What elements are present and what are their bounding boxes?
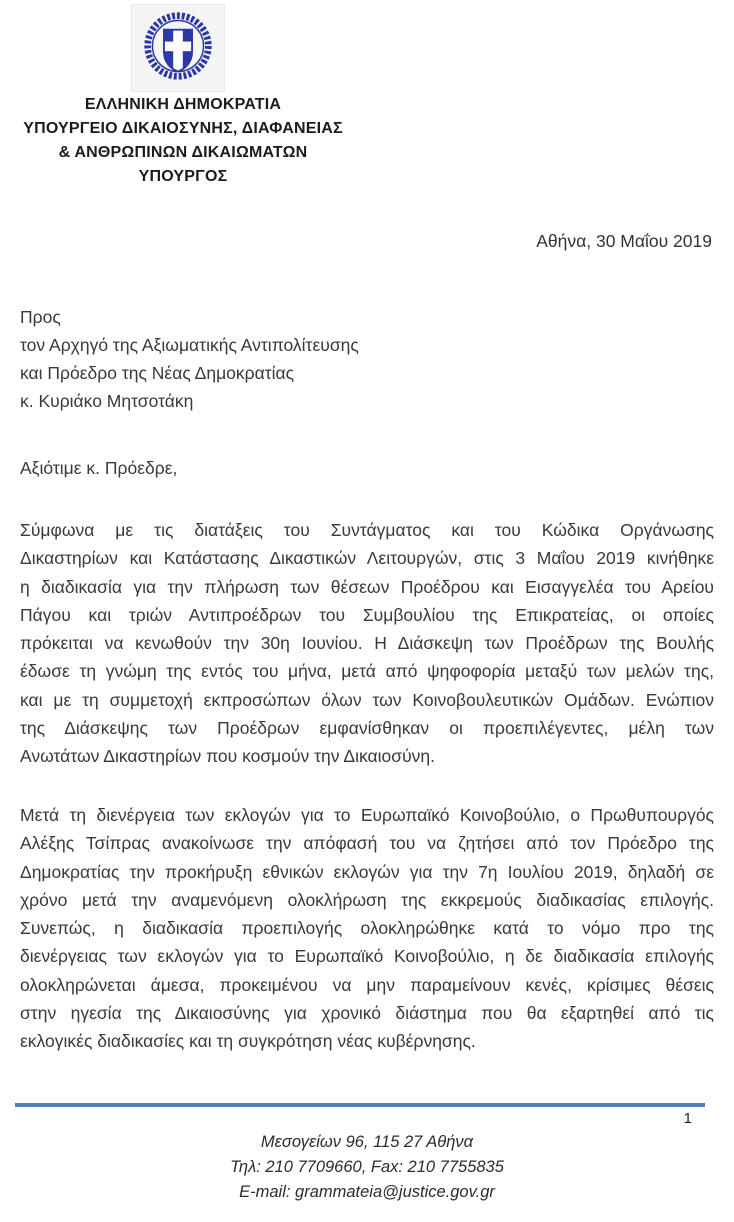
recipient-line-name: κ. Κυριάκο Μητσοτάκη — [20, 391, 194, 411]
paragraph-line: στην ηγεσία της Δικαιοσύνης για χρονικό διάστημα που θα εξαρτηθεί από τις — [20, 1003, 714, 1024]
paragraph-line: Συνεπώς, η διαδικασία προεπιλογής ολοκληρώθηκε κατά το νόμο προ της — [20, 918, 714, 939]
paragraph-line: Ανωτάτων Δικαστηρίων που κοσμούν την Δικαιοσύνη. — [20, 746, 435, 767]
paragraph-line: πρόκειται να κενωθούν την 30η Ιουνίου. Η Διάσκεψη των Προέδρων της Βουλής — [20, 633, 714, 654]
paragraph-line: και με τη συμμετοχή εκπροσώπων όλων των Κοινοβουλευτικών Ομάδων. Ενώπιον — [20, 689, 714, 710]
footer-contact-block — [0, 1130, 734, 1205]
paragraph-line: Δικαστηρίων και Κατάστασης Δικαστικών Λειτουργών, στις 3 Μαΐου 2019 κινήθηκε — [20, 548, 714, 569]
paragraph-line: χρόνο μετά την αναμενόμενη ολοκλήρωση της εκκρεμούς διαδικασίας επιλογής. — [20, 889, 714, 910]
paragraph-line: Σύμφωνα με τις διατάξεις του Συντάγματος και του Κώδικα Οργάνωσης — [20, 520, 714, 540]
letterhead-org-block — [0, 93, 366, 189]
body-paragraph-2 — [20, 801, 714, 1056]
paragraph-line: η διαδικασία για την πλήρωση των θέσεων Προέδρου και Εισαγγελέα του Αρείου — [20, 576, 714, 597]
paragraph-line: Αλέξης Τσίπρας ανακοίνωσε την απόφασή του να ζητήσει από τον Πρόεδρο της — [20, 833, 714, 854]
paragraph-line: της Διάσκεψης των Προέδρων εμφανίσθηκαν οι προεπιλέγεντες, μέλη των — [20, 718, 714, 739]
letter-date: Αθήνα, 30 Μαΐου 2019 — [536, 231, 712, 251]
org-line-ministry-2: & ΑΝΘΡΩΠΙΝΩΝ ΔΙΚΑΙΩΜΑΤΩΝ — [58, 144, 308, 161]
footer-phone-fax: Τηλ: 210 7709660, Fax: 210 7755835 — [230, 1158, 504, 1176]
page-number: 1 — [683, 1110, 692, 1127]
footer-divider-rule — [15, 1103, 705, 1107]
org-line-ministry: ΥΠΟΥΡΓΕΙΟ ΔΙΚΑΙΟΣΥΝΗΣ, ΔΙΑΦΑΝΕΙΑΣ — [23, 120, 343, 137]
recipient-block — [20, 303, 359, 415]
recipient-line-title: τον Αρχηγό της Αξιωματικής Αντιπολίτευσης — [20, 335, 359, 355]
paragraph-line: ολοκληρώνεται άμεσα, προκειμένου να μην παραμείνουν κενές, κρίσιμες θέσεις — [20, 974, 714, 995]
org-line-minister: ΥΠΟΥΡΓΟΣ — [138, 168, 228, 185]
recipient-line-title-2: και Πρόεδρο της Νέας Δημοκρατίας — [20, 363, 295, 383]
paragraph-line: έδωσε τη γνώμη της εντός του μήνα, μετά από ψηφοφορία μεταξύ των μελών της, — [20, 661, 714, 682]
paragraph-line: διενέργειας των εκλογών για το Ευρωπαϊκό Κοινοβούλιο, η δε διαδικασία επιλογής — [20, 946, 714, 967]
body-paragraph-1 — [20, 516, 714, 771]
paragraph-line: Μετά τη διενέργεια των εκλογών για το Ευρωπαϊκό Κοινοβούλιο, ο Πρωθυπουργός — [20, 805, 714, 825]
paragraph-line: Δημοκρατίας την προκήρυξη εθνικών εκλογών για την 7η Ιουλίου 2019, δηλαδή σε — [20, 861, 714, 882]
greek-national-emblem-icon — [141, 9, 215, 88]
paragraph-line: Πάγου και τριών Αντιπροέδρων του Συμβουλίου της Επικρατείας, οι οποίες — [20, 604, 714, 625]
paragraph-line: εκλογικές διαδικασίες και τη συγκρότηση νέας κυβέρνησης. — [20, 1031, 476, 1052]
salutation: Αξιότιμε κ. Πρόεδρε, — [20, 458, 178, 478]
footer-email: E-mail: grammateia@justice.gov.gr — [239, 1183, 495, 1201]
footer-street-address: Μεσογείων 96, 115 27 Αθήνα — [260, 1133, 474, 1151]
letterhead-emblem-box — [131, 4, 225, 92]
recipient-line-to: Προς — [20, 307, 61, 327]
org-line-republic: ΕΛΛΗΝΙΚΗ ΔΗΜΟΚΡΑΤΙΑ — [84, 96, 282, 113]
